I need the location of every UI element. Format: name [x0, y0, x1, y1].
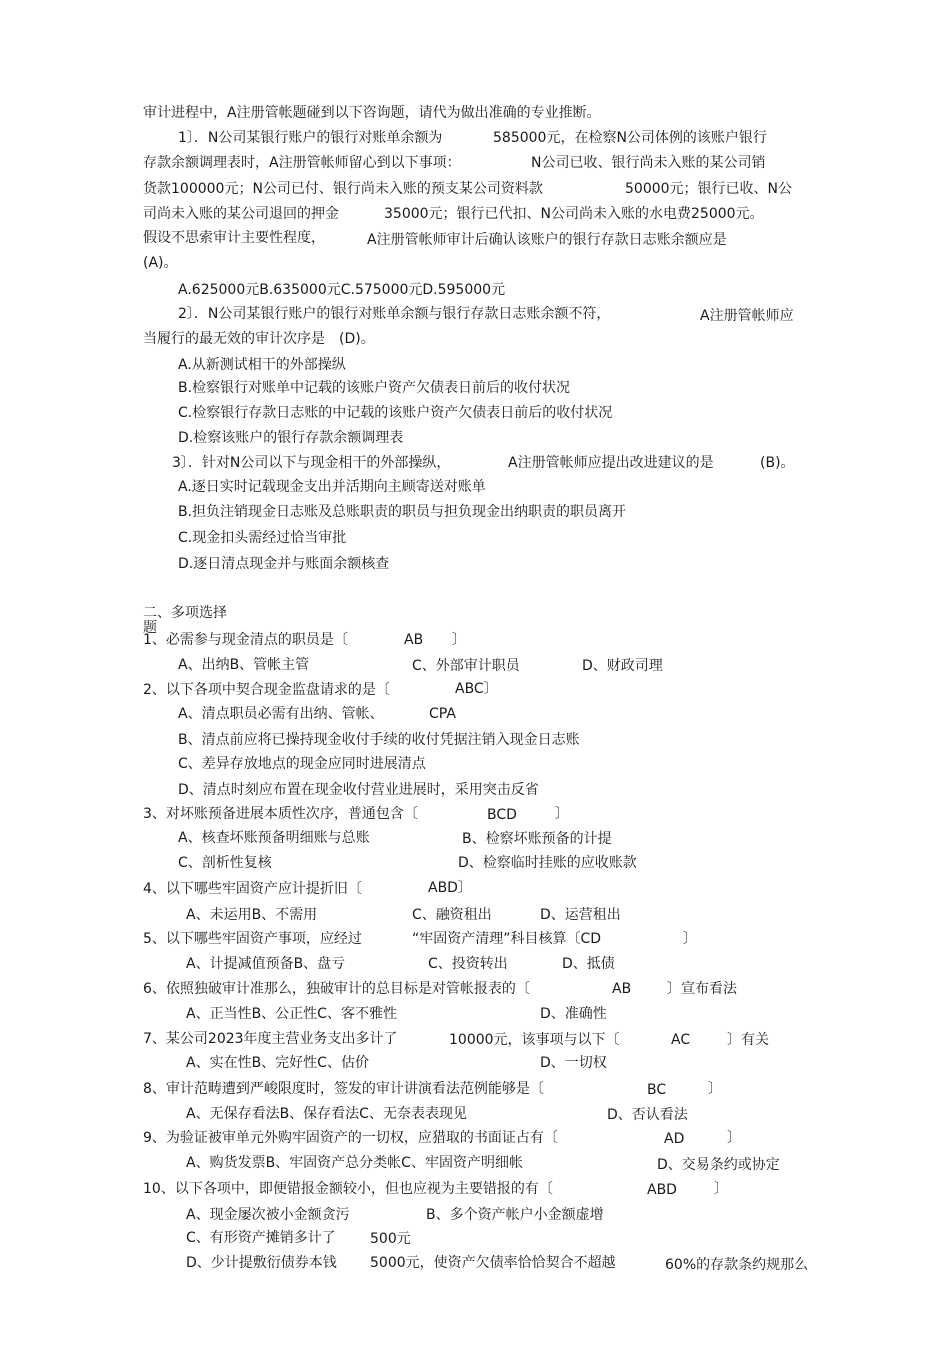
mq5-stem: 5、以下哪些牢固资产事项，应经过 [143, 931, 362, 947]
mq1-stem: 1、必需参与现金清点的职员是〔 [143, 632, 348, 648]
mq2-option-a: A、清点职员必需有出纳、管帐、 [178, 706, 384, 722]
q3-line1a: 3〕．针对N公司以下与现金相干的外部操纵， [172, 455, 451, 471]
q3-option-b: B.担负注销现金日志账及总账职责的职员与担负现金出纳职责的职员离开 [178, 504, 627, 520]
mq10-option-d: D、少计提敷衍债券本钱 [186, 1255, 337, 1271]
q1-line3a: 货款100000元；N公司已付、银行尚未入账的预支某公司资料款 [143, 181, 543, 197]
q1-line5a: 假设不思索审计主要性程度， [143, 230, 325, 246]
mq10-option-b: B、多个资产帐户小金额虚增 [426, 1207, 604, 1223]
q2-option-b: B.检察银行对账单中记载的该账户资产欠债表日前后的收付状况 [178, 380, 571, 396]
q2-line2: 当履行的最无效的审计次序是 (D)。 [143, 331, 375, 347]
mq4-option-c: C、融资租出 [412, 907, 492, 923]
q1-line2b: N公司已收、银行尚未入账的某公司销 [531, 155, 766, 171]
q1-options: A.625000元B.635000元C.575000元D.595000元 [178, 282, 506, 298]
mq10-option-d-cont: 5000元，使资产欠债率恰恰契合不超越 [370, 1255, 616, 1271]
mq1-answer: AB [404, 632, 424, 648]
mq4-option-ab: A、未运用B、不需用 [186, 907, 318, 923]
mq2-option-c: C、差异存放地点的现金应同时进展清点 [178, 756, 426, 772]
mq5-option-d: D、抵债 [562, 956, 615, 972]
mq7-answer: AC [671, 1032, 691, 1048]
mq4-answer: ABD〕 [428, 880, 472, 896]
mq6-option-abc: A、正当性B、公正性C、客不雅性 [186, 1006, 397, 1022]
q2-line1b: A注册管帐师应 [700, 308, 794, 324]
q2-option-a: A.从新测试相干的外部操纵 [178, 357, 346, 373]
mq3-close: 〕 [555, 806, 569, 822]
mq3-option-d: D、检察临时挂账的应收账款 [458, 855, 637, 871]
section-heading-cont: 题 [143, 620, 157, 636]
mq4-option-d: D、运营租出 [540, 907, 621, 923]
mq2-option-a-cpa: CPA [429, 706, 456, 722]
mq10-option-a: A、现金屡次被小金额贪污 [186, 1207, 350, 1223]
mq6-option-d: D、准确性 [540, 1006, 607, 1022]
mq2-stem: 2、以下各项中契合现金监盘请求的是〔 [143, 682, 390, 698]
mq8-answer: BC [647, 1082, 667, 1098]
mq8-close: 〕 [708, 1081, 722, 1097]
mq5-option-c: C、投资转出 [428, 956, 508, 972]
mq9-option-abc: A、购货发票B、牢固资产总分类帐C、牢固资产明细帐 [186, 1155, 523, 1171]
mq3-answer: BCD [487, 807, 517, 823]
q1-line3b: 50000元；银行已收、N公 [625, 181, 793, 197]
mq5-option-ab: A、计提减值预备B、盘亏 [186, 956, 346, 972]
mq6-answer: AB [612, 981, 632, 997]
mq1-close: 〕 [452, 632, 466, 648]
q3-option-a: A.逐日实时记载现金支出并活期向主顾寄送对账单 [178, 479, 486, 495]
mq7-stem: 7、某公司2023年度主营业务支出多计了 [143, 1031, 398, 1047]
mq3-option-b: B、检察坏账预备的计提 [462, 831, 612, 847]
intro-text: 审计进程中，A注册管帐题碰到以下咨询题，请代为做出准确的专业推断。 [143, 105, 601, 121]
mq2-answer: ABC〕 [455, 681, 498, 697]
mq5-stem-cont: “牢固资产清理”科目核算〔CD [412, 931, 602, 947]
mq2-option-b: B、清点前应将已操持现金收付手续的收付凭据注销入现金日志账 [178, 732, 580, 748]
q3-line1c: (B)。 [760, 455, 795, 471]
mq8-option-d: D、否认看法 [607, 1107, 688, 1123]
q3-option-d: D.逐日清点现金并与账面余额核查 [178, 556, 390, 572]
q1-line4a: 司尚未入账的某公司退回的押金 [143, 206, 339, 222]
mq10-answer: ABD [647, 1182, 677, 1198]
mq7-option-abc: A、实在性B、完好性C、估价 [186, 1055, 369, 1071]
q3-line1b: A注册管帐师应提出改进建议的是 [508, 455, 714, 471]
mq9-stem: 9、为验证被审单元外购牢固资产的一切权，应猎取的书面证占有〔 [143, 1130, 558, 1146]
mq10-option-c-amount: 500元 [370, 1231, 411, 1247]
section-heading: 二、多项选择 [143, 605, 227, 621]
q1-line1b: 585000元，在检察N公司体例的该账户银行 [493, 130, 767, 146]
q1-line2a: 存款余额调理表时，A注册管帐师留心到以下事项： [143, 155, 461, 171]
mq3-option-c: C、剖析性复核 [178, 855, 272, 871]
mq10-option-c: C、有形资产摊销多计了 [186, 1230, 336, 1246]
q2-line1a: 2〕．N公司某银行账户的银行对账单余额与银行存款日志账余额不符， [178, 306, 611, 322]
mq3-option-a: A、核查坏账预备明细账与总账 [178, 830, 370, 846]
q1-line5b: A注册管帐师审计后确认该账户的银行存款日志账余额应是 [367, 232, 727, 248]
mq10-stem: 10、以下各项中，即便错报金额较小，但也应视为主要错报的有〔 [143, 1181, 553, 1197]
mq9-option-d: D、交易条约或协定 [657, 1157, 780, 1173]
mq5-close: 〕 [683, 931, 697, 947]
mq7-option-d: D、一切权 [540, 1055, 607, 1071]
mq10-close: 〕 [714, 1181, 728, 1197]
mq1-option-c: C、外部审计职员 [412, 658, 520, 674]
mq1-option-ab: A、出纳B、管帐主管 [178, 657, 310, 673]
mq6-stem: 6、依照独破审计准那么，独破审计的总目标是对管帐报表的〔 [143, 981, 530, 997]
mq7-close: 〕有关 [727, 1032, 769, 1048]
q1-line6: (A)。 [143, 255, 178, 271]
q1-line4b: 35000元；银行已代扣、N公司尚未入账的水电费25000元。 [384, 206, 764, 222]
mq7-amount: 10000元，该事项与以下〔 [449, 1032, 620, 1048]
q1-line1a: 1〕．N公司某银行账户的银行对账单余额为 [178, 130, 443, 146]
mq1-option-d: D、财政司理 [582, 658, 663, 674]
mq8-option-abc: A、无保存看法B、保存看法C、无奈表表现见 [186, 1106, 467, 1122]
mq9-answer: AD [664, 1131, 685, 1147]
mq8-stem: 8、审计范畴遭到严峻限度时，签发的审计讲演看法范例能够是〔 [143, 1081, 544, 1097]
q2-option-c: C.检察银行存款日志账的中记载的该账户资产欠债表日前后的收付状况 [178, 405, 613, 421]
mq3-stem: 3、对坏账预备进展本质性次序，普通包含〔 [143, 806, 418, 822]
mq2-option-d: D、清点时刻应布置在现金收付营业进展时，采用突击反省 [178, 782, 539, 798]
q3-option-c: C.现金扣头需经过恰当审批 [178, 530, 347, 546]
mq10-option-d-end: 60%的存款条约规那么 [665, 1257, 809, 1273]
mq4-stem: 4、以下哪些牢固资产应计提折旧〔 [143, 881, 362, 897]
mq6-close: 〕宣布看法 [667, 981, 737, 997]
mq9-close: 〕 [727, 1130, 741, 1146]
q2-option-d: D.检察该账户的银行存款余额调理表 [178, 430, 404, 446]
